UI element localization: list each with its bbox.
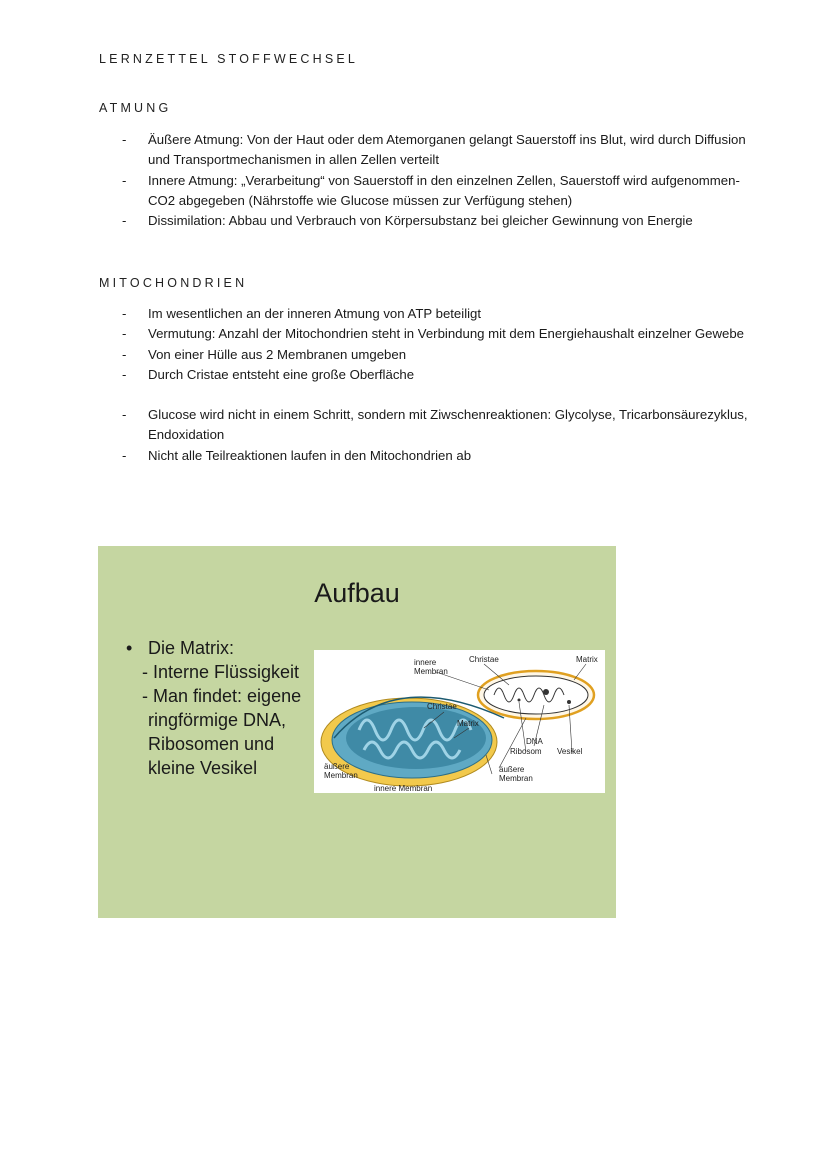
slide-subitem-cont: ringförmige DNA, — [148, 710, 287, 730]
diagram-label: innere — [414, 658, 437, 667]
diagram-label: Vesikel — [557, 747, 583, 756]
slide-bullet-label: Die Matrix: — [148, 638, 235, 658]
diagram-label: Membran — [414, 667, 448, 676]
diagram-label: äußere — [324, 762, 350, 771]
slide-subitem-cont: Ribosomen und — [148, 734, 275, 754]
atmung-list — [122, 130, 762, 231]
page-title: LERNZETTEL STOFFWECHSEL — [99, 52, 359, 66]
diagram-label: Membran — [499, 774, 533, 783]
diagram-label: Ribosom — [510, 747, 542, 756]
slide-subitem: - Man findet: eigene — [142, 686, 302, 706]
list-item: - Durch Cristae entsteht eine große Oberfläche — [122, 365, 762, 385]
list-item: - Nicht alle Teilreaktionen laufen in den Mitochondrien ab — [122, 446, 762, 466]
slide-subitem-cont: kleine Vesikel — [148, 758, 258, 778]
list-item: - Vermutung: Anzahl der Mitochondrien steht in Verbindung mit dem Energiehaushalt einzelner Gewebe — [122, 324, 762, 344]
slide-title: Aufbau — [314, 578, 400, 608]
mitochondrion-illustration — [314, 650, 605, 793]
mitochondrion-diagram — [314, 650, 605, 793]
cross-section-inner — [484, 676, 588, 714]
diagram-label: Christae — [469, 655, 499, 664]
diagram-label: DNA — [526, 737, 543, 746]
dna-shape — [543, 689, 549, 695]
bullet-dot-icon: • — [126, 638, 133, 658]
list-item: - Äußere Atmung: Von der Haut oder dem Atemorganen gelangt Sauerstoff ins Blut, wird durch Diffusion und Transportmechanismen in allen Zellen verteilt — [122, 130, 762, 171]
section-title-atmung: ATMUNG — [99, 101, 172, 115]
ribosome-shape — [518, 699, 521, 702]
section-title-mitochondrien: MITOCHONDRIEN — [99, 276, 248, 290]
list-item: - Glucose wird nicht in einem Schritt, sondern mit Ziwschenreaktionen: Glycolyse, Tricarbonsäurezyklus, Endoxidation — [122, 405, 762, 446]
vesicle-shape — [567, 700, 571, 704]
slide-text — [126, 636, 326, 780]
diagram-label: Christae — [427, 702, 457, 711]
matrix-shape — [346, 707, 486, 769]
mitochondrien-list — [122, 304, 762, 466]
aufbau-slide — [98, 546, 616, 918]
diagram-label: innere Membran — [374, 784, 433, 793]
diagram-label: äußere — [499, 765, 525, 774]
list-item: - Im wesentlichen an der inneren Atmung von ATP beteiligt — [122, 304, 762, 324]
diagram-label: Matrix — [576, 655, 598, 664]
diagram-label: Matrix — [457, 719, 479, 728]
slide-subitem: - Interne Flüssigkeit — [142, 662, 300, 682]
list-item: - Von einer Hülle aus 2 Membranen umgeben — [122, 345, 762, 365]
list-item: - Dissimilation: Abbau und Verbrauch von Körpersubstanz bei gleicher Gewinnung von Energie — [122, 211, 762, 231]
slide-bullet — [126, 636, 326, 660]
diagram-label: Membran — [324, 771, 358, 780]
list-item: - Innere Atmung: „Verarbeitung“ von Sauerstoff in den einzelnen Zellen, Sauerstoff wird aufgenommen- CO2 abgegeben (Nährstoffe wie Glucose müssen zur Verfügung stehen) — [122, 171, 762, 212]
